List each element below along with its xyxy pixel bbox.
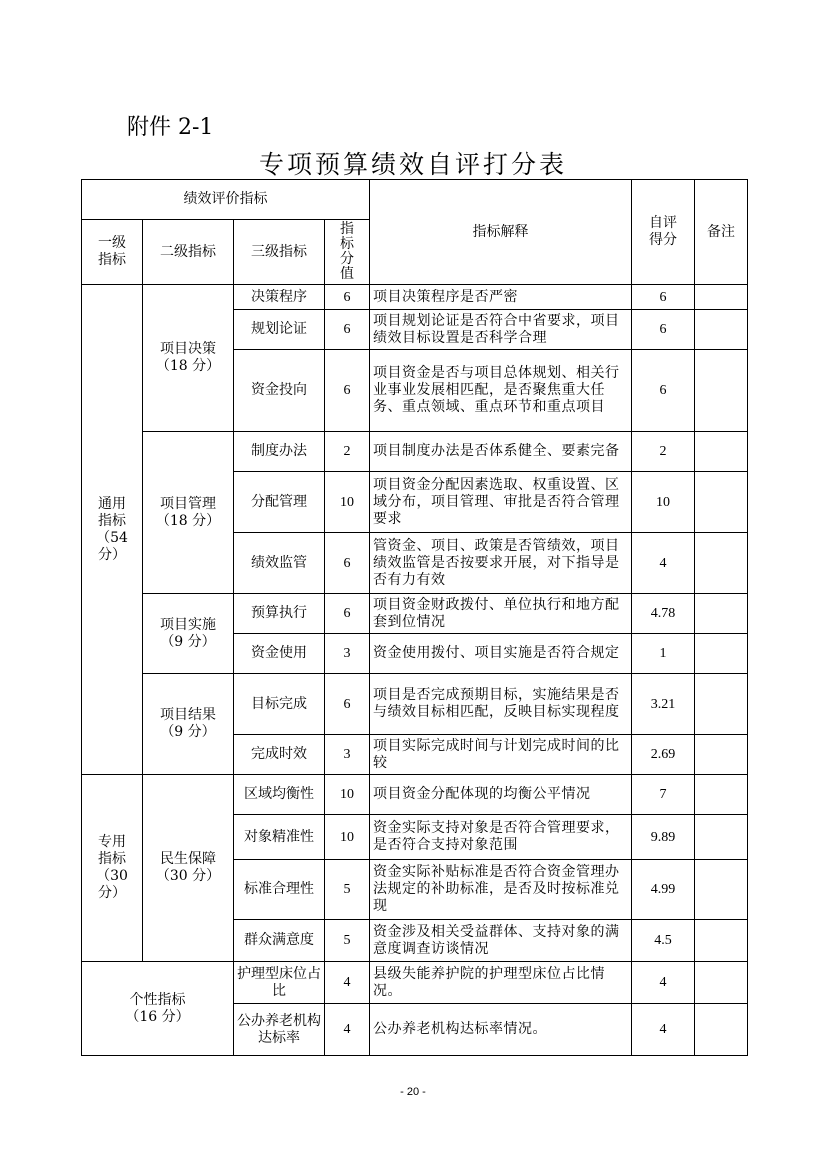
points-cell: 10 (325, 775, 370, 815)
score-cell: 10 (632, 472, 695, 533)
level2-implementation: 项目实施 （9 分） (143, 594, 234, 674)
explanation-cell: 资金实际支持对象是否符合管理要求，是否符合支持对象范围 (370, 815, 632, 860)
header-remark: 备注 (695, 180, 748, 285)
level1-general: 通用 指标 （54 分） (82, 285, 143, 775)
score-cell: 9.89 (632, 815, 695, 860)
level3-cell: 预算执行 (234, 594, 325, 634)
level2-management: 项目管理 （18 分） (143, 432, 234, 594)
score-cell: 2.69 (632, 735, 695, 775)
points-cell: 5 (325, 860, 370, 920)
header-level2: 二级指标 (143, 220, 234, 285)
header-level3: 三级指标 (234, 220, 325, 285)
remark-cell (695, 815, 748, 860)
level2-livelihood: 民生保障 （30 分） (143, 775, 234, 962)
points-cell: 6 (325, 310, 370, 350)
score-cell: 4 (632, 533, 695, 594)
points-cell: 4 (325, 962, 370, 1004)
explanation-cell: 项目资金分配因素选取、权重设置、区域分布，项目管理、审批是否符合管理要求 (370, 472, 632, 533)
header-points: 指 标 分 值 (325, 220, 370, 285)
score-cell: 7 (632, 775, 695, 815)
explanation-cell: 项目资金财政拨付、单位执行和地方配套到位情况 (370, 594, 632, 634)
attachment-label: 附件 2-1 (127, 115, 214, 140)
score-cell: 3.21 (632, 674, 695, 735)
points-cell: 6 (325, 674, 370, 735)
explanation-cell: 项目资金分配体现的均衡公平情况 (370, 775, 632, 815)
explanation-cell: 项目制度办法是否体系健全、要素完备 (370, 432, 632, 472)
header-level1: 一级 指标 (82, 220, 143, 285)
level3-cell: 区域均衡性 (234, 775, 325, 815)
points-cell: 6 (325, 285, 370, 310)
remark-cell (695, 775, 748, 815)
level3-cell: 资金使用 (234, 634, 325, 674)
level3-cell: 护理型床位占比 (234, 962, 325, 1004)
explanation-cell: 项目是否完成预期目标，实施结果是否与绩效目标相匹配，反映目标实现程度 (370, 674, 632, 735)
explanation-cell: 公办养老机构达标率情况。 (370, 1004, 632, 1056)
points-cell: 3 (325, 735, 370, 775)
remark-cell (695, 310, 748, 350)
explanation-cell: 管资金、项目、政策是否管绩效，项目绩效监管是否按要求开展，对下指导是否有力有效 (370, 533, 632, 594)
score-cell: 4.78 (632, 594, 695, 634)
level3-cell: 决策程序 (234, 285, 325, 310)
level2-result: 项目结果 （9 分） (143, 674, 234, 775)
remark-cell (695, 962, 748, 1004)
level3-cell: 目标完成 (234, 674, 325, 735)
points-cell: 10 (325, 815, 370, 860)
remark-cell (695, 432, 748, 472)
level1-special: 专用 指标 （30 分） (82, 775, 143, 962)
remark-cell (695, 735, 748, 775)
page-title: 专项预算绩效自评打分表 (258, 150, 567, 179)
remark-cell (695, 920, 748, 962)
explanation-cell: 资金实际补贴标准是否符合资金管理办法规定的补助标准，是否及时按标准兑现 (370, 860, 632, 920)
header-indicator-group: 绩效评价指标 (82, 180, 370, 220)
score-cell: 4.99 (632, 860, 695, 920)
header-self-score: 自评 得分 (632, 180, 695, 285)
points-cell: 6 (325, 594, 370, 634)
points-cell: 4 (325, 1004, 370, 1056)
explanation-cell: 项目实际完成时间与计划完成时间的比较 (370, 735, 632, 775)
score-cell: 4.5 (632, 920, 695, 962)
remark-cell (695, 533, 748, 594)
score-cell: 1 (632, 634, 695, 674)
level3-cell: 分配管理 (234, 472, 325, 533)
score-cell: 4 (632, 962, 695, 1004)
remark-cell (695, 594, 748, 634)
level2-decision: 项目决策 （18 分） (143, 285, 234, 432)
points-cell: 3 (325, 634, 370, 674)
header-explanation: 指标解释 (370, 180, 632, 285)
level3-cell: 公办养老机构达标率 (234, 1004, 325, 1056)
remark-cell (695, 860, 748, 920)
points-cell: 10 (325, 472, 370, 533)
explanation-cell: 项目资金是否与项目总体规划、相关行业事业发展相匹配，是否聚焦重大任务、重点领域、重点环节和重点项目 (370, 350, 632, 432)
points-cell: 5 (325, 920, 370, 962)
explanation-cell: 县级失能养护院的护理型床位占比情况。 (370, 962, 632, 1004)
explanation-cell: 资金涉及相关受益群体、支持对象的满意度调查访谈情况 (370, 920, 632, 962)
remark-cell (695, 674, 748, 735)
level3-cell: 群众满意度 (234, 920, 325, 962)
explanation-cell: 项目规划论证是否符合中省要求，项目绩效目标设置是否科学合理 (370, 310, 632, 350)
score-table (81, 179, 748, 1056)
level1-individual: 个性指标 （16 分） (82, 962, 234, 1056)
remark-cell (695, 634, 748, 674)
score-cell: 4 (632, 1004, 695, 1056)
level3-cell: 规划论证 (234, 310, 325, 350)
score-cell: 6 (632, 310, 695, 350)
level3-cell: 对象精准性 (234, 815, 325, 860)
remark-cell (695, 350, 748, 432)
score-cell: 6 (632, 350, 695, 432)
level3-cell: 完成时效 (234, 735, 325, 775)
points-cell: 2 (325, 432, 370, 472)
level3-cell: 标准合理性 (234, 860, 325, 920)
level3-cell: 绩效监管 (234, 533, 325, 594)
level3-cell: 资金投向 (234, 350, 325, 432)
explanation-cell: 资金使用拨付、项目实施是否符合规定 (370, 634, 632, 674)
page-number: - 20 - (400, 1086, 426, 1098)
remark-cell (695, 472, 748, 533)
remark-cell (695, 285, 748, 310)
score-cell: 6 (632, 285, 695, 310)
points-cell: 6 (325, 533, 370, 594)
points-cell: 6 (325, 350, 370, 432)
explanation-cell: 项目决策程序是否严密 (370, 285, 632, 310)
remark-cell (695, 1004, 748, 1056)
score-cell: 2 (632, 432, 695, 472)
level3-cell: 制度办法 (234, 432, 325, 472)
